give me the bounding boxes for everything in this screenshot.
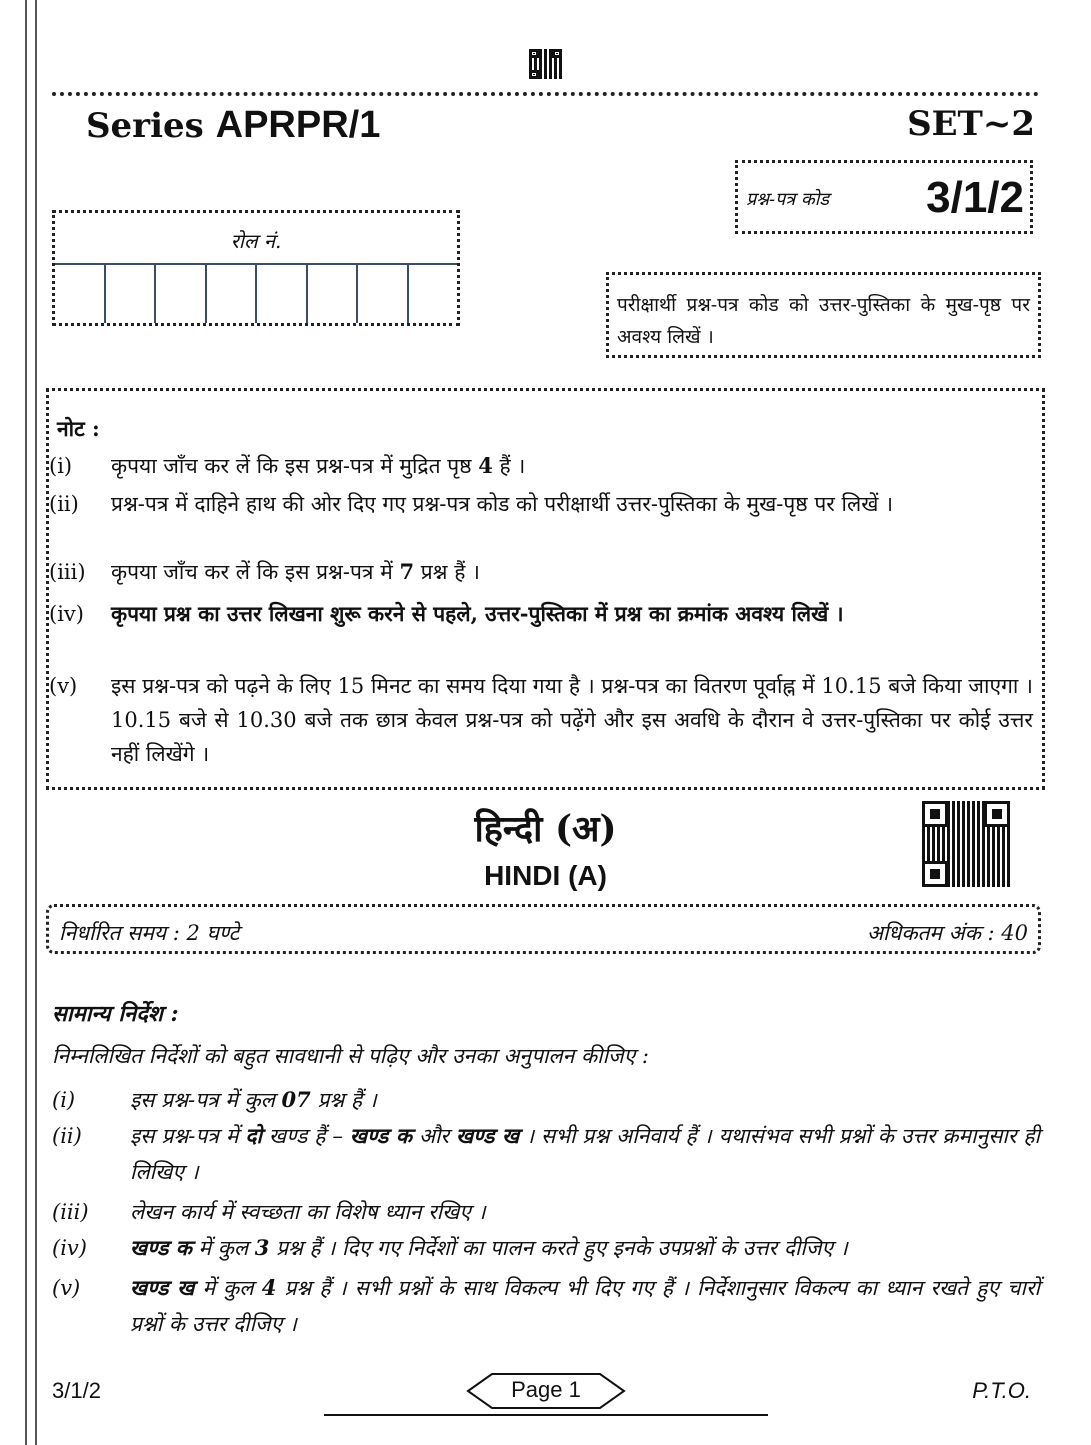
instruction-text: खण्ड हैं – (261, 1124, 350, 1148)
instruction-number: (iv) (52, 1236, 87, 1260)
footer-paper-code: 3/1/2 (52, 1378, 101, 1403)
roll-number-box (52, 210, 460, 326)
time-allowed: निर्धारित समय : 2 घण्टे (59, 921, 240, 945)
roll-label: रोल नं. (230, 229, 282, 253)
subject-title-hindi: हिन्दी (अ) (474, 808, 617, 850)
instruction-text: प्रश्न हैं । दिए गए निर्देशों का पालन करते हुए इनके उपप्रश्नों के उत्तर दीजिए । (269, 1236, 848, 1260)
instruction-text: इस प्रश्न-पत्र में कुल (130, 1088, 282, 1112)
note-item-number: (i) (49, 454, 73, 478)
question-paper-code-box (735, 160, 1033, 234)
note-text: इस प्रश्न-पत्र को पढ़ने के लिए 15 मिनट का समय दिया गया है । प्रश्न-पत्र का वितरण पूर्वाह्न में 10.15 बजे किया जाएगा । 10.15 बजे से 10.30 बजे तक छात्र केवल प्रश्न-पत्र को पढ़ेंगे और इस अवधि के दौरान वे उत्तर-पुस्तिका पर कोई उत्तर नहीं लिखेंगे । (111, 674, 1033, 766)
set-label: SET~2 (907, 104, 1035, 144)
margin-line-outer (25, 0, 27, 1445)
page-indicator (466, 1372, 626, 1410)
candidate-note: परीक्षार्थी प्रश्न-पत्र कोड को उत्तर-पुस्तिका के मुख-पृष्ठ पर अवश्य लिखें । (606, 272, 1041, 358)
time-marks-box (46, 904, 1041, 954)
general-instructions-heading: सामान्य निर्देश : (52, 1001, 179, 1027)
instruction-number: (ii) (52, 1124, 82, 1148)
note-bold: 4 (478, 453, 493, 478)
instruction-bold: 07 (281, 1087, 311, 1112)
instruction-bold: दो (245, 1123, 262, 1148)
page-number: Page 1 (511, 1377, 581, 1402)
series-code: APRPR/1 (215, 104, 381, 146)
instruction-text: । सभी प्रश्न अनिवार्य हैं । यथासंभव सभी प्रश्नों के उत्तर क्रमानुसार ही लिखिए । (130, 1124, 1040, 1184)
roll-cell[interactable] (207, 265, 258, 323)
instruction-text: इस प्रश्न-पत्र में (130, 1124, 246, 1148)
footer-pto: P.T.O. (972, 1378, 1031, 1403)
instruction-text: प्रश्न हैं । सभी प्रश्नों के साथ विकल्प भी दिए गए हैं । निर्देशानुसार विकल्प का ध्यान रखते हुए चारों प्रश्नों के उत्तर दीजिए । (130, 1276, 1040, 1336)
note-item-number: (ii) (49, 492, 79, 516)
roll-cell[interactable] (358, 265, 409, 323)
roll-cell[interactable] (308, 265, 359, 323)
instruction-text: में कुल (194, 1276, 262, 1300)
qr-code-large (922, 801, 1010, 887)
bottom-rule (324, 1414, 768, 1416)
note-text: प्रश्न हैं । (414, 560, 480, 584)
note-bold: 7 (399, 559, 415, 584)
note-text: कृपया प्रश्न का उत्तर लिखना शुरू करने से पहले, उत्तर-पुस्तिका में प्रश्न का क्रमांक अवश्य लिखें । (111, 601, 844, 626)
instruction-bold: खण्ड क (130, 1235, 192, 1260)
instruction-text: में कुल (191, 1236, 255, 1260)
subject-title-english: HINDI (A) (484, 860, 607, 891)
top-dotted-rule (52, 92, 1039, 96)
margin-line-inner (35, 0, 37, 1445)
instruction-bold: खण्ड क (349, 1123, 412, 1148)
note-box (46, 388, 1045, 790)
instruction-bold: 4 (261, 1275, 277, 1300)
series-label: Series (86, 106, 204, 146)
note-text: कृपया जाँच कर लें कि इस प्रश्न-पत्र में मुद्रित पृष्ठ (111, 454, 479, 478)
qcode-label: प्रश्न-पत्र कोड (746, 189, 830, 210)
instruction-bold: 3 (254, 1235, 270, 1260)
note-text: कृपया जाँच कर लें कि इस प्रश्न-पत्र में (111, 560, 400, 584)
note-heading: नोट : (57, 416, 100, 441)
roll-number-grid[interactable] (55, 263, 457, 323)
note-item-number: (iv) (49, 602, 84, 626)
note-item-number: (iii) (49, 560, 86, 584)
qr-code-small (529, 49, 562, 79)
note-text: हैं । (492, 454, 526, 478)
instruction-number: (iii) (52, 1200, 89, 1224)
instruction-number: (v) (52, 1276, 81, 1300)
general-instructions-intro: निम्नलिखित निर्देशों को बहुत सावधानी से पढ़िए और उनका अनुपालन कीजिए : (52, 1044, 649, 1068)
roll-cell[interactable] (156, 265, 207, 323)
instruction-bold: खण्ड ख (130, 1275, 195, 1300)
instruction-bold: खण्ड ख (455, 1123, 520, 1148)
note-item-number: (v) (49, 674, 78, 698)
series-title (86, 104, 380, 147)
qcode-value: 3/1/2 (926, 173, 1024, 222)
instruction-number: (i) (52, 1088, 76, 1112)
roll-cell[interactable] (409, 265, 458, 323)
instruction-text: और (411, 1124, 456, 1148)
max-marks: अधिकतम अंक : 40 (866, 921, 1028, 945)
roll-cell[interactable] (106, 265, 157, 323)
roll-cell[interactable] (257, 265, 308, 323)
roll-cell[interactable] (55, 265, 106, 323)
instruction-text: लेखन कार्य में स्वच्छता का विशेष ध्यान रखिए । (130, 1200, 486, 1224)
note-text: प्रश्न-पत्र में दाहिने हाथ की ओर दिए गए प्रश्न-पत्र कोड को परीक्षार्थी उत्तर-पुस्तिका के मुख-पृष्ठ पर लिखें । (111, 492, 894, 516)
instruction-text: प्रश्न हैं । (310, 1088, 377, 1112)
